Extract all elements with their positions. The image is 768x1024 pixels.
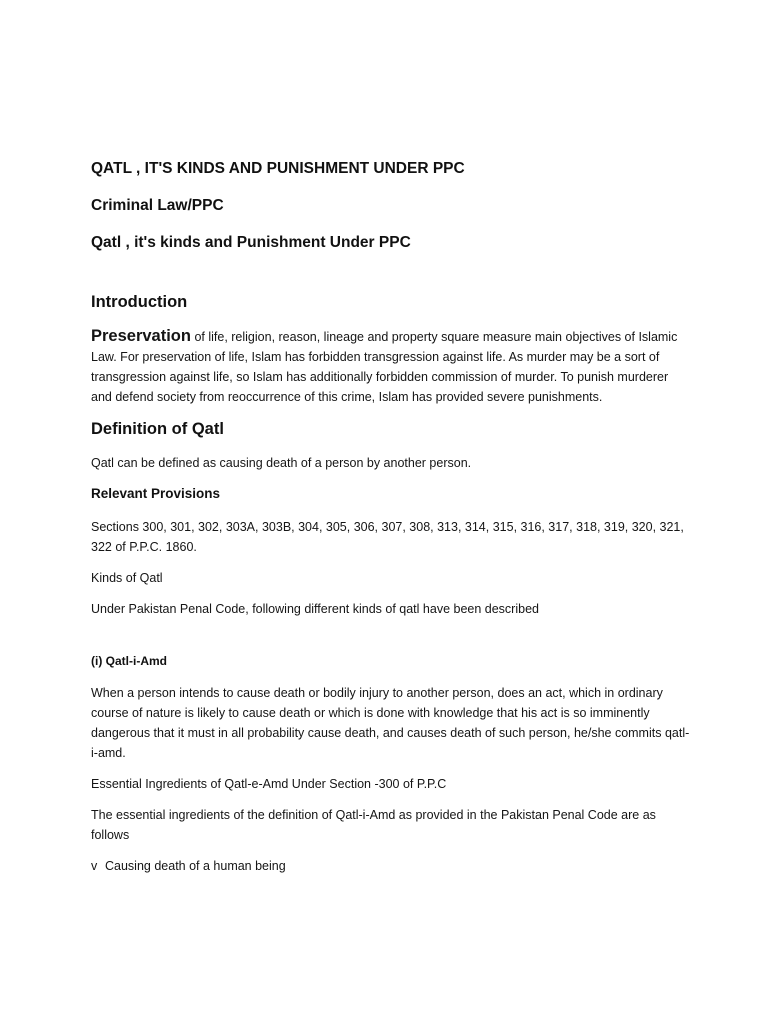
category-heading: Criminal Law/PPC — [91, 197, 224, 214]
bullet-marker: v — [91, 859, 98, 873]
definition-heading: Definition of Qatl — [91, 420, 224, 438]
ingredients-heading: Essential Ingredients of Qatl-e-Amd Under Section -300 of P.P.C — [91, 777, 447, 791]
spacer — [91, 630, 691, 652]
provisions-heading: Relevant Provisions — [91, 486, 221, 501]
document-title: QATL , IT'S KINDS AND PUNISHMENT UNDER PPC — [91, 160, 465, 177]
bullet-item-text: Causing death of a human being — [105, 859, 286, 873]
kinds-heading: Kinds of Qatl — [91, 571, 163, 585]
document-subtitle: Qatl , it's kinds and Punishment Under PPC — [91, 234, 411, 251]
introduction-text: of life, religion, reason, lineage and property square measure main objectives of Islamic Law. For preservation of life, Islam has forbidden transgression against life. As murder may be a sort of transgression against life, so Islam has additionally forbidden commission of murder. To punish murderer and defend society from reoccurrence of this crime, Islam has provided severe punishments. — [91, 330, 678, 404]
qatl-i-amd-heading: (i) Qatl-i-Amd — [91, 654, 167, 668]
spacer — [91, 269, 691, 291]
provisions-paragraph: Sections 300, 301, 302, 303A, 303B, 304, 305, 306, 307, 308, 313, 314, 315, 316, 317, 318, 319, 320, 321, 322 of P.P.C. 1860. — [91, 520, 684, 554]
introduction-paragraph — [91, 326, 691, 407]
definition-paragraph: Qatl can be defined as causing death of a person by another person. — [91, 456, 472, 470]
introduction-lead-word: Preservation — [91, 327, 191, 345]
bullet-item — [91, 856, 691, 876]
qatl-i-amd-paragraph: When a person intends to cause death or bodily injury to another person, does an act, which in ordinary course of nature is likely to cause death or which is done with knowledge that his act is so imminently dangerous that it must in all probability cause death, and causes death of such person, he/she commits qatl-i-amd. — [91, 686, 690, 760]
ingredients-paragraph: The essential ingredients of the definition of Qatl-i-Amd as provided in the Pakistan Penal Code are as follows — [91, 808, 656, 842]
document-body — [91, 158, 691, 887]
kinds-paragraph: Under Pakistan Penal Code, following different kinds of qatl have been described — [91, 602, 539, 616]
introduction-heading: Introduction — [91, 293, 188, 311]
